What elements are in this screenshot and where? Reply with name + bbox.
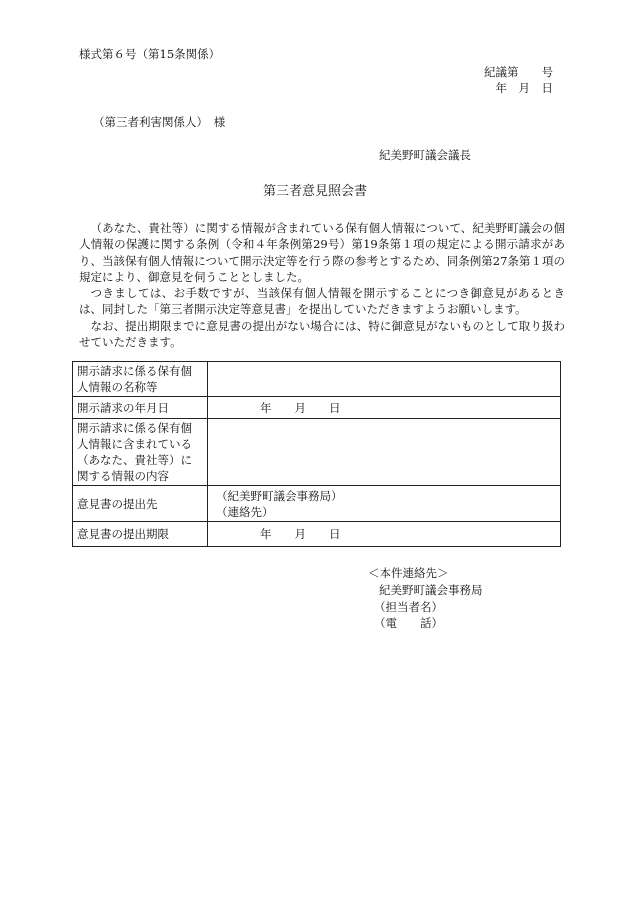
- table-row: [73, 486, 561, 522]
- table-label-submission-destination: 意見書の提出先: [73, 486, 208, 522]
- table-row: [73, 522, 561, 547]
- table-label-document-name: 開示請求に係る保有個人情報の名称等: [73, 362, 208, 397]
- table-row: [73, 362, 561, 397]
- document-number: 紀議第 号: [484, 65, 553, 79]
- body-text: [79, 220, 565, 350]
- table-value-deadline: 年 月 日: [208, 522, 561, 547]
- request-info-table: [72, 361, 561, 547]
- table-label-info-content: 開示請求に係る保有個人情報に含まれている（あなた、貴社等）に関する情報の内容: [73, 419, 208, 486]
- body-paragraph-3: なお、提出期限までに意見書の提出がない場合には、特に御意見がないものとして取り扱わせていただきます。: [79, 318, 565, 350]
- form-label: 様式第６号（第15条関係）: [79, 47, 221, 61]
- table-value-submission-destination: [208, 486, 561, 522]
- body-paragraph-2: つきましては、お手数ですが、当該保有個人情報を開示することにつき御意見があるときは、同封した「第三者開示決定等意見書」を提出していただきますようお願いします。: [79, 286, 565, 317]
- destination-contact: （連絡先）: [216, 504, 274, 519]
- contact-person: （担当者名）: [374, 600, 443, 614]
- contact-office: 紀美野町議会事務局: [379, 583, 483, 597]
- document-date: 年 月 日: [495, 81, 553, 95]
- destination-office: （紀美野町議会事務局）: [216, 488, 343, 503]
- table-value-document-name: [208, 362, 561, 397]
- table-row: [73, 419, 561, 486]
- body-paragraph-1: （あなた、貴社等）に関する情報が含まれている保有個人情報について、紀美野町議会の個人情報の保護に関する条例（令和４年条例第29号）第19条第１項の規定による開示請求があり、当該保有個人情報について開示決定等を行う際の参考とするため、同条例第27条第１項の規定により、御意見を伺うこととしました。: [79, 221, 565, 284]
- table-label-deadline: 意見書の提出期限: [73, 522, 208, 547]
- recipient: （第三者利害関係人） 様: [93, 115, 226, 129]
- sender: 紀美野町議会議長: [379, 148, 471, 162]
- page-title: 第三者意見照会書: [262, 184, 367, 199]
- contact-phone: （電 話）: [374, 616, 443, 630]
- contact-heading: ＜本件連絡先＞: [368, 566, 449, 580]
- table-row: [73, 397, 561, 419]
- table-label-request-date: 開示請求の年月日: [73, 397, 208, 419]
- table-value-request-date: 年 月 日: [208, 397, 561, 419]
- table-value-info-content: [208, 419, 561, 486]
